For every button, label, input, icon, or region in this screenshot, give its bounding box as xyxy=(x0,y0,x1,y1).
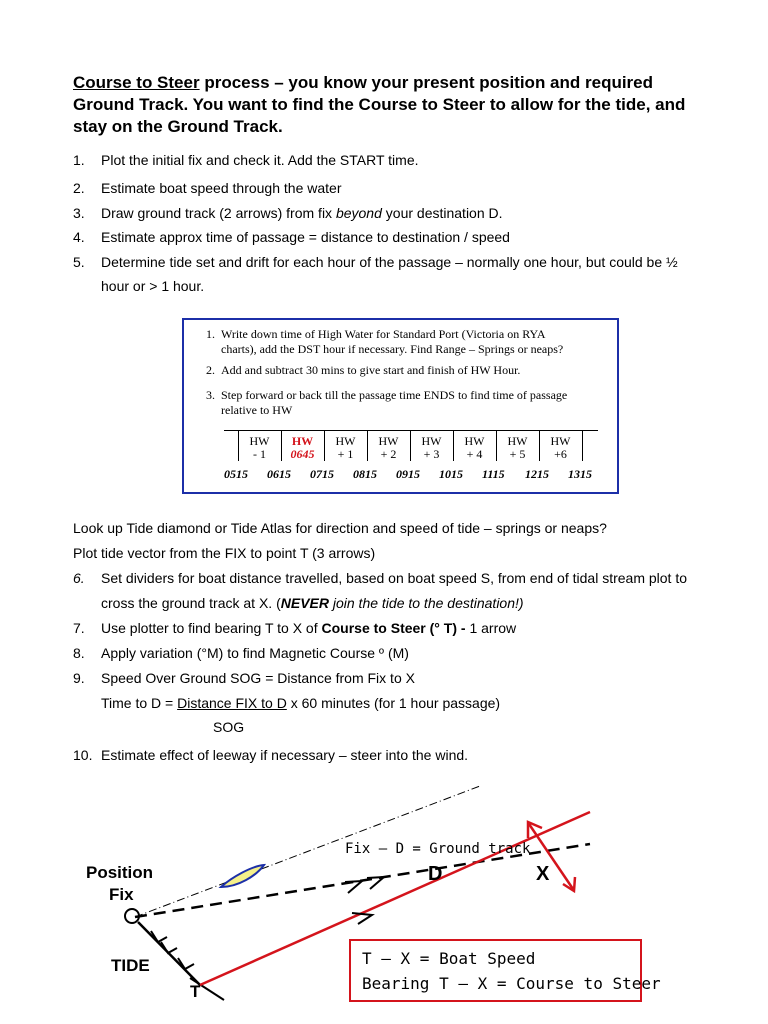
ground-track-arrow-1 xyxy=(345,881,362,893)
hw-column-top: HW xyxy=(291,434,314,448)
hw-table-divider xyxy=(582,431,583,461)
hw-column xyxy=(410,431,453,461)
position-fix-label-2: Fix xyxy=(109,885,134,904)
hw-column-top: HW xyxy=(464,434,485,448)
tide-arrow-1 xyxy=(151,931,167,942)
hw-column-bottom: + 4 xyxy=(466,447,483,461)
step-text-post: your destination D. xyxy=(381,205,503,221)
boat-icon xyxy=(221,865,264,887)
caption-course-to-steer: Bearing T – X = Course to Steer xyxy=(362,974,661,993)
step-number: 3. xyxy=(73,205,85,221)
step-text-pre: Use plotter to find bearing T to X of xyxy=(101,620,322,636)
step-number: 9. xyxy=(73,670,85,686)
step-text: Speed Over Ground SOG = Distance from Fix to X xyxy=(101,670,415,686)
step-text: Plot the initial fix and check it. Add the START time. xyxy=(101,152,419,168)
hw-time: 0915 xyxy=(396,467,420,481)
hw-item-line: charts), add the DST hour if necessary. Find Range – Springs or neaps? xyxy=(221,342,564,356)
hw-column-top: HW xyxy=(378,434,399,448)
hw-instructions-box xyxy=(182,318,619,494)
diagram-caption-box xyxy=(349,939,661,1002)
hw-column-bottom: +6 xyxy=(554,447,567,461)
step-text: Estimate approx time of passage = distance to destination / speed xyxy=(101,229,510,245)
hw-column xyxy=(324,431,367,461)
hw-time: 0715 xyxy=(310,467,334,481)
step-text: Set dividers for boat distance travelled, based on boat speed S, from end of tidal stream plot to xyxy=(101,570,688,586)
hw-column-bottom: + 3 xyxy=(423,447,440,461)
hw-time: 1115 xyxy=(482,467,505,481)
hw-time: 1015 xyxy=(439,467,463,481)
step-text: hour or > 1 hour. xyxy=(101,278,205,294)
hw-column-bottom: + 1 xyxy=(337,447,354,461)
hw-column-bottom: 0645 xyxy=(290,447,315,461)
hw-column-bottom: + 5 xyxy=(509,447,526,461)
hw-column-top: HW xyxy=(249,434,270,448)
tide-arrow-3 xyxy=(178,958,194,969)
step-text xyxy=(101,205,503,221)
ground-track-arrow-2 xyxy=(367,877,384,889)
hw-item-number: 1. xyxy=(206,327,215,341)
hw-time: 1315 xyxy=(568,467,592,481)
step-number: 8. xyxy=(73,645,85,661)
course-arrow xyxy=(352,913,372,924)
hw-table xyxy=(224,430,598,461)
t-label: T xyxy=(190,982,201,1001)
hw-column-top: HW xyxy=(550,434,571,448)
step-text-pre: Draw ground track (2 arrows) from fix xyxy=(101,205,336,221)
step-number: 5. xyxy=(73,254,85,270)
hw-column xyxy=(238,431,281,461)
never-emphasis: NEVER xyxy=(280,595,329,611)
hw-time: 1215 xyxy=(525,467,549,481)
step-text-post: 1 arrow xyxy=(465,620,517,636)
step-number: 7. xyxy=(73,620,85,636)
hw-time: 0615 xyxy=(267,467,291,481)
page-title xyxy=(73,72,713,138)
title-underlined: Course to Steer xyxy=(73,73,200,92)
hw-column xyxy=(281,431,324,461)
hw-item-line: Step forward or back till the passage time ENDS to find time of passage xyxy=(221,388,568,402)
step-text: Estimate effect of leeway if necessary – steer into the wind. xyxy=(101,747,469,763)
step-text-post: join the tide to the destination!) xyxy=(328,595,524,611)
hw-times-row xyxy=(214,467,614,483)
d-label: D xyxy=(428,863,443,885)
hw-column-bottom: - 1 xyxy=(253,447,266,461)
step-number: 6. xyxy=(73,570,85,586)
hw-item-number: 3. xyxy=(206,388,215,402)
hw-item-line: Write down time of High Water for Standard Port (Victoria on RYA xyxy=(221,327,546,341)
step-text: Estimate boat speed through the water xyxy=(101,180,342,196)
ground-track-label: Fix – D = Ground track xyxy=(345,841,531,857)
step-text xyxy=(101,595,524,611)
formula-suffix: x 60 minutes (for 1 hour passage) xyxy=(286,695,501,711)
hw-column xyxy=(496,431,539,461)
hw-column-bottom: + 2 xyxy=(380,447,397,461)
step-text-pre: cross the ground track at X. ( xyxy=(101,595,281,611)
hw-time: 0515 xyxy=(224,467,248,481)
course-to-steer-bold: Course to Steer (° T) - xyxy=(321,620,466,636)
caption-boat-speed: T – X = Boat Speed xyxy=(362,949,536,968)
hw-column xyxy=(539,431,582,461)
x-label: X xyxy=(536,863,550,885)
formula-text xyxy=(101,695,500,711)
hw-column xyxy=(453,431,496,461)
hw-column-top: HW xyxy=(335,434,356,448)
step-number: 10. xyxy=(73,747,93,763)
hw-time: 0815 xyxy=(353,467,377,481)
hw-item-line: Add and subtract 30 mins to give start and finish of HW Hour. xyxy=(221,363,521,377)
hw-column-top: HW xyxy=(421,434,442,448)
position-fix-label: Position xyxy=(86,863,154,882)
formula-denominator: SOG xyxy=(213,719,245,735)
step-number: 1. xyxy=(73,152,85,168)
hw-item-number: 2. xyxy=(206,363,215,377)
tide-lookup-text: Look up Tide diamond or Tide Atlas for direction and speed of tide – springs or neaps? xyxy=(73,520,607,536)
hw-item-line: relative to HW xyxy=(221,403,293,417)
hw-column-top: HW xyxy=(507,434,528,448)
formula-numerator: Distance FIX to D xyxy=(177,695,287,711)
step-number: 4. xyxy=(73,229,85,245)
step-text-emphasis: beyond xyxy=(335,205,382,221)
step-number: 2. xyxy=(73,180,85,196)
step-text xyxy=(101,620,516,636)
formula-prefix: Time to D = xyxy=(101,695,178,711)
tide-vector-text: Plot tide vector from the FIX to point T (3 arrows) xyxy=(73,545,376,561)
title-rest: process – you know your present position and required Ground Track. You want to find the Course to Steer to allow for the tide, and stay on the Ground Track. xyxy=(73,73,686,136)
hw-column xyxy=(367,431,410,461)
step-text: Determine tide set and drift for each hour of the passage – normally one hour, but could be ½ xyxy=(101,254,678,270)
tide-arrow-2 xyxy=(161,942,177,953)
tide-label: TIDE xyxy=(111,956,150,975)
step-text: Apply variation (°M) to find Magnetic Course º (M) xyxy=(101,645,409,661)
